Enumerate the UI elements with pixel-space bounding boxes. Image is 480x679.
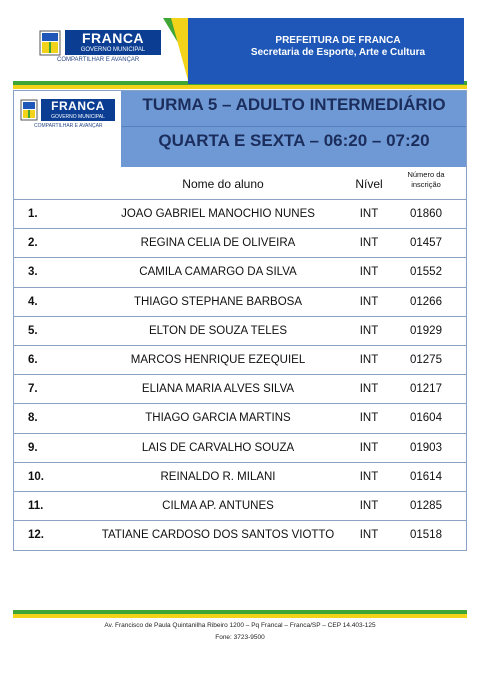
student-registration: 01518 bbox=[410, 529, 442, 542]
student-name: MARCOS HENRIQUE EZEQUIEL bbox=[130, 353, 306, 366]
row-number: 10. bbox=[28, 470, 44, 483]
table-body bbox=[14, 200, 466, 550]
student-name: CAMILA CAMARGO DA SILVA bbox=[139, 266, 297, 279]
column-header-level: Nível bbox=[355, 177, 383, 191]
footer-stripes bbox=[13, 610, 467, 618]
student-registration: 01217 bbox=[410, 383, 442, 396]
header-logo-subtitle: GOVERNO MUNICIPAL bbox=[65, 46, 161, 55]
student-level: INT bbox=[359, 470, 379, 483]
header-logo-tagline: COMPARTILHAR E AVANÇAR bbox=[57, 57, 140, 63]
column-header-name: Nome do aluno bbox=[182, 177, 264, 191]
header-logo-word: FRANCA bbox=[65, 30, 161, 46]
row-number: 9. bbox=[28, 441, 38, 454]
student-name: ELIANA MARIA ALVES SILVA bbox=[141, 383, 295, 396]
table-header-row bbox=[14, 167, 466, 200]
student-name: TATIANE CARDOSO DOS SANTOS VIOTTO bbox=[101, 529, 335, 542]
student-name: THIAGO GARCIA MARTINS bbox=[145, 412, 291, 425]
table-row bbox=[14, 288, 466, 317]
footer bbox=[13, 620, 467, 644]
class-title: TURMA 5 – ADULTO INTERMEDIÁRIO bbox=[142, 95, 446, 114]
footer-phone: Fone: 3723-9500 bbox=[215, 634, 265, 641]
student-registration: 01275 bbox=[410, 353, 442, 366]
row-number: 5. bbox=[28, 324, 38, 337]
student-level: INT bbox=[359, 499, 379, 512]
student-level: INT bbox=[359, 353, 379, 366]
table-row bbox=[14, 346, 466, 375]
row-number: 6. bbox=[28, 353, 38, 366]
student-registration: 01860 bbox=[410, 208, 442, 220]
table-banner bbox=[14, 91, 466, 167]
row-number: 4. bbox=[28, 295, 38, 308]
row-number: 8. bbox=[28, 412, 38, 425]
student-level: INT bbox=[359, 266, 379, 279]
student-registration: 01614 bbox=[410, 470, 442, 483]
student-table bbox=[13, 90, 467, 551]
student-registration: 01903 bbox=[410, 441, 442, 454]
table-row bbox=[14, 375, 466, 404]
header-logo bbox=[39, 30, 179, 70]
class-schedule: QUARTA E SEXTA – 06:20 – 07:20 bbox=[158, 131, 430, 150]
student-level: INT bbox=[359, 208, 379, 220]
student-level: INT bbox=[359, 383, 379, 396]
coat-of-arms-icon bbox=[39, 30, 61, 56]
student-name: REGINA CELIA DE OLIVEIRA bbox=[140, 237, 296, 250]
table-row bbox=[14, 229, 466, 258]
footer-address: Av. Francisco de Paula Quintanilha Ribeiro 1200 – Pq Francal – Franca/SP – CEP 14.403-125 bbox=[104, 622, 376, 629]
student-registration: 01552 bbox=[410, 266, 442, 279]
table-row bbox=[14, 463, 466, 492]
row-number: 3. bbox=[28, 266, 38, 279]
student-name: REINALDO R. MILANI bbox=[160, 470, 276, 483]
student-name: JOAO GABRIEL MANOCHIO NUNES bbox=[121, 208, 315, 220]
table-row bbox=[14, 317, 466, 346]
student-level: INT bbox=[359, 441, 379, 454]
row-number: 11. bbox=[28, 499, 44, 512]
student-registration: 01266 bbox=[410, 295, 442, 308]
column-header-registration: Número da inscrição bbox=[407, 170, 445, 189]
student-level: INT bbox=[359, 324, 379, 337]
header-title-line2: Secretaria de Esporte, Arte e Cultura bbox=[250, 47, 426, 58]
banner-divider bbox=[122, 126, 466, 127]
student-name: CILMA AP. ANTUNES bbox=[162, 499, 274, 512]
header-slant bbox=[173, 18, 213, 84]
student-level: INT bbox=[359, 295, 379, 308]
table-row bbox=[14, 434, 466, 463]
student-registration: 01285 bbox=[410, 499, 442, 512]
banner-logo-tagline: COMPARTILHAR E AVANÇAR bbox=[34, 123, 103, 129]
student-registration: 01457 bbox=[410, 237, 442, 250]
student-level: INT bbox=[359, 529, 379, 542]
student-name: THIAGO STEPHANE BARBOSA bbox=[133, 295, 303, 308]
table-row bbox=[14, 200, 466, 229]
coat-of-arms-icon bbox=[20, 99, 38, 121]
banner-logo-subtitle: GOVERNO MUNICIPAL bbox=[41, 113, 115, 121]
header-title bbox=[218, 35, 458, 59]
banner-logo-word: FRANCA bbox=[41, 99, 115, 113]
row-number: 7. bbox=[28, 383, 38, 396]
row-number: 1. bbox=[28, 208, 38, 220]
student-level: INT bbox=[359, 412, 379, 425]
table-row bbox=[14, 404, 466, 433]
banner-logo-area bbox=[14, 91, 122, 167]
page-header bbox=[13, 18, 467, 90]
header-title-line1: PREFEITURA DE FRANCA bbox=[275, 35, 401, 46]
row-number: 12. bbox=[28, 529, 44, 542]
table-row bbox=[14, 492, 466, 521]
row-number: 2. bbox=[28, 237, 38, 250]
banner-logo bbox=[20, 99, 120, 139]
student-registration: 01604 bbox=[410, 412, 442, 425]
student-level: INT bbox=[359, 237, 379, 250]
table-row bbox=[14, 521, 466, 550]
student-name: LAIS DE CARVALHO SOUZA bbox=[141, 441, 295, 454]
student-registration: 01929 bbox=[410, 324, 442, 337]
student-name: ELTON DE SOUZA TELES bbox=[148, 324, 288, 337]
table-row bbox=[14, 258, 466, 287]
